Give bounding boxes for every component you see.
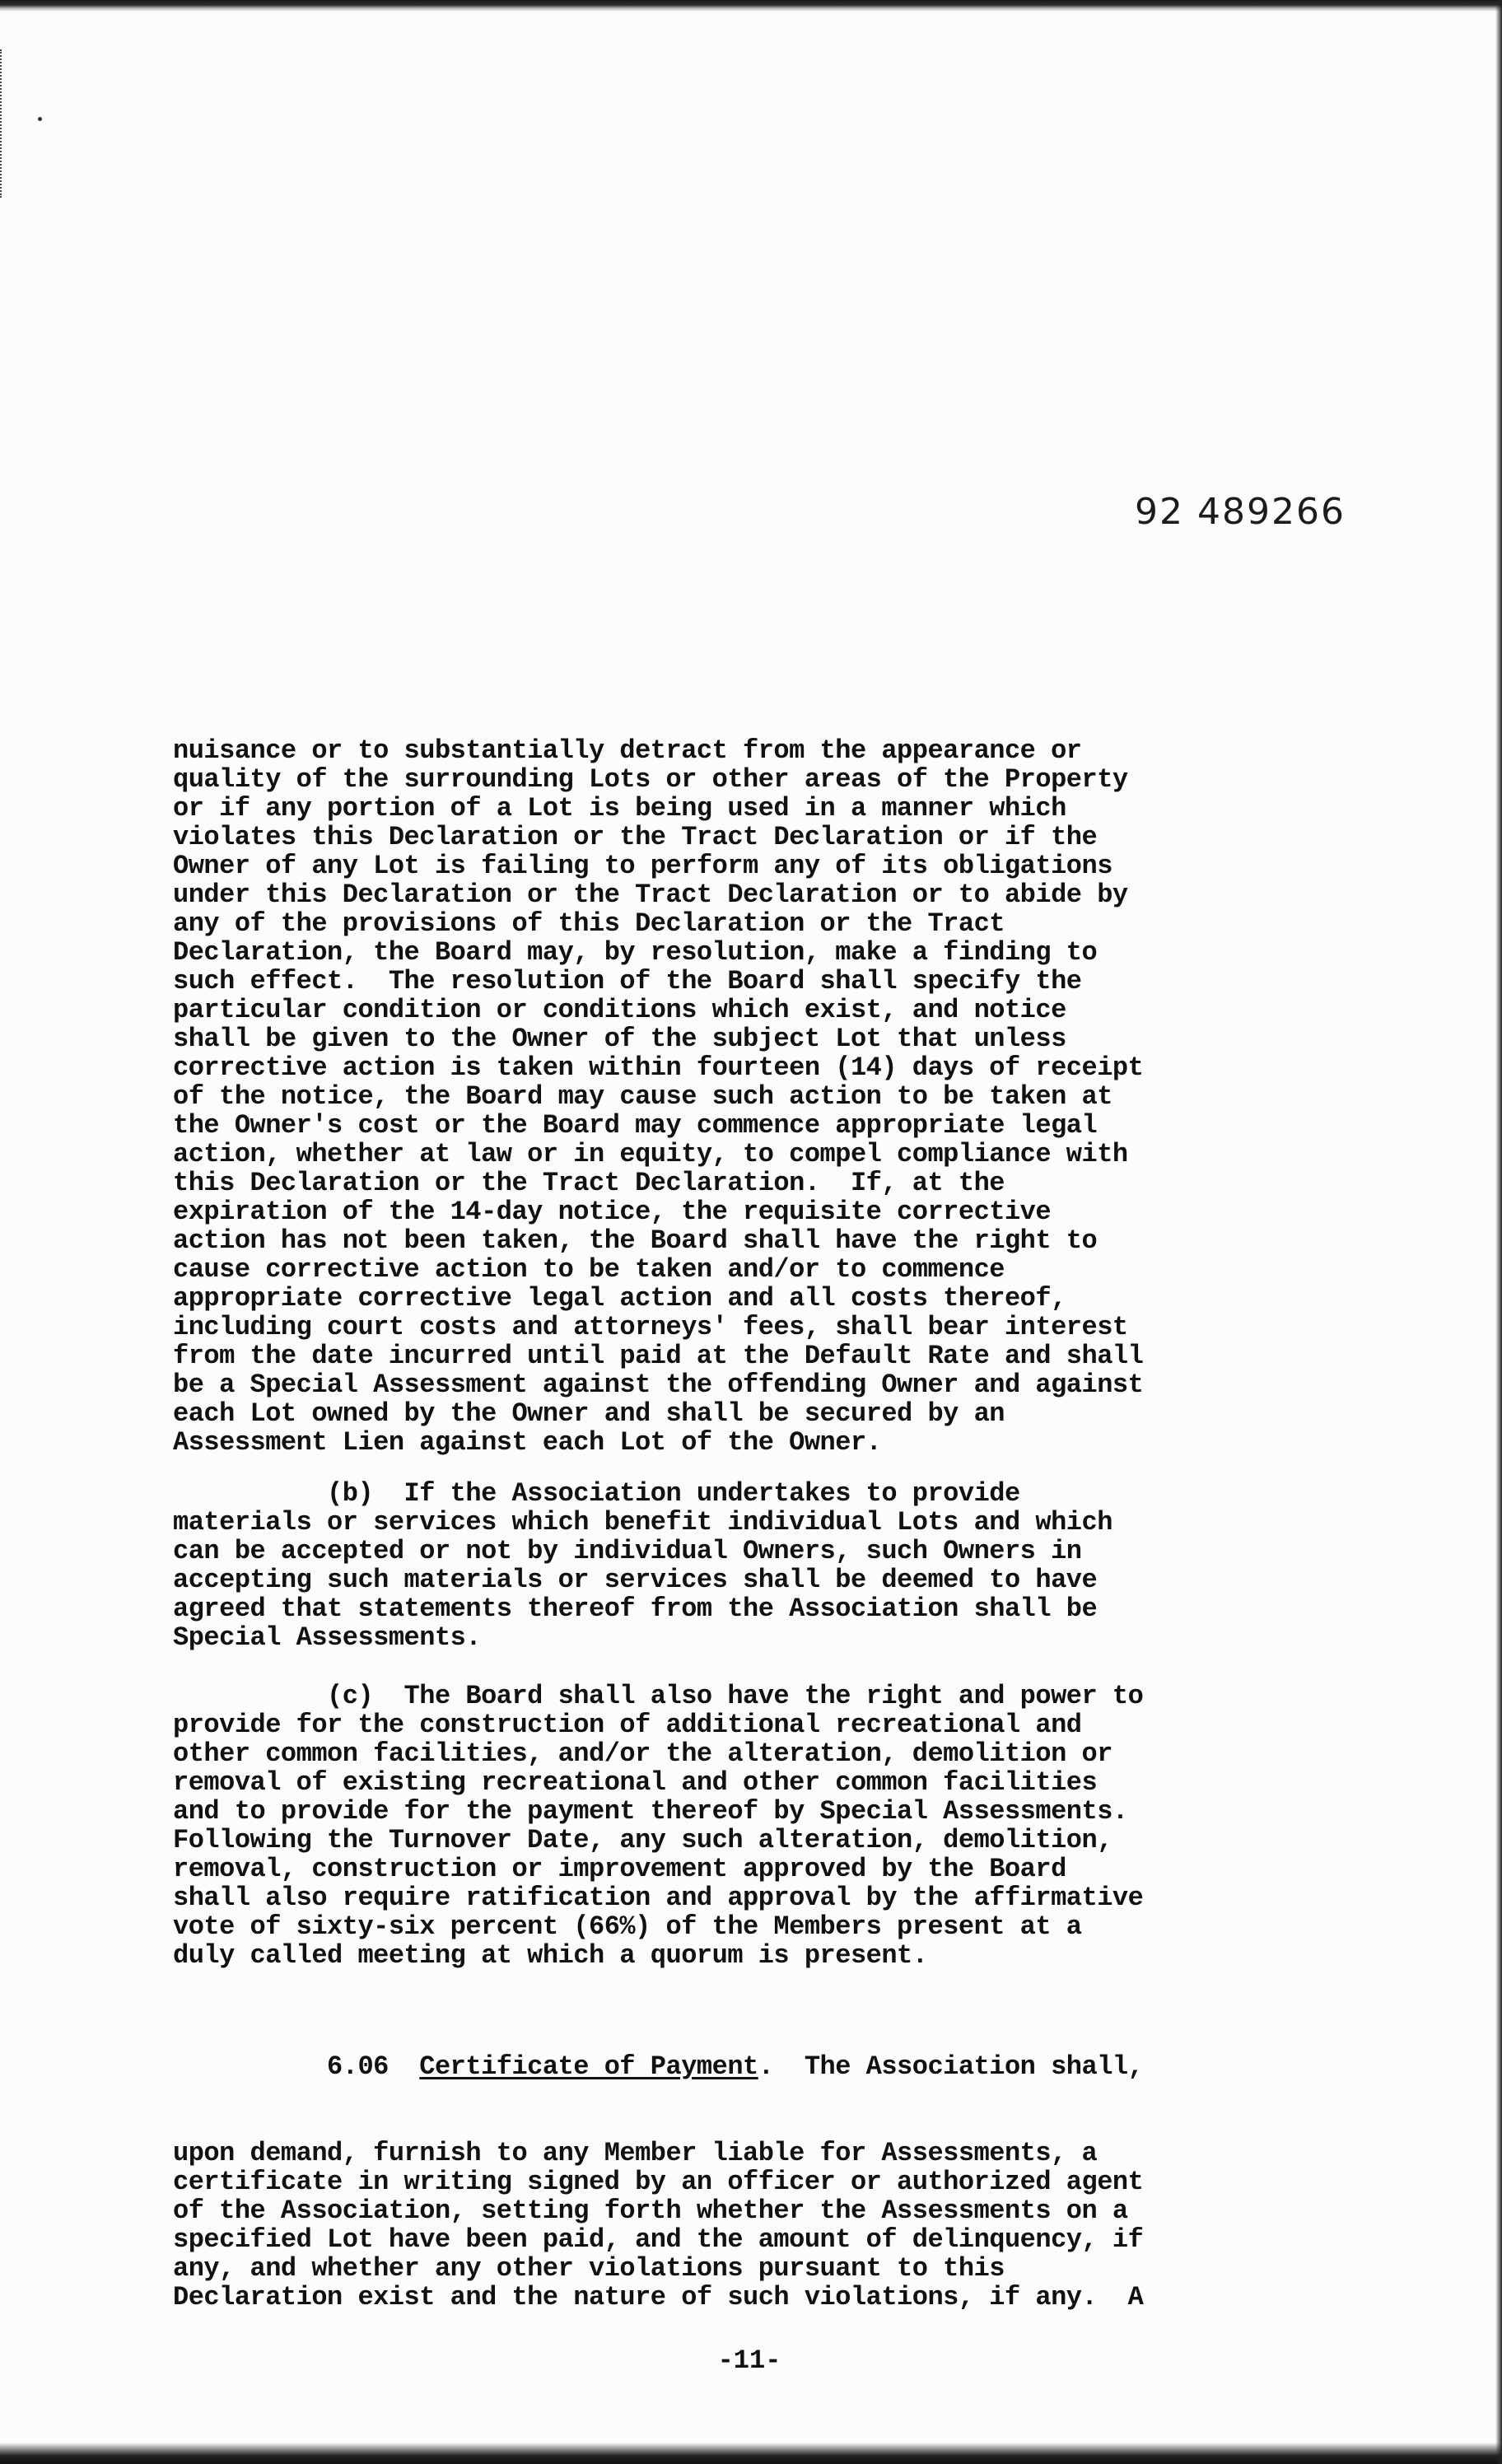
paragraph-continued-line: each Lot owned by the Owner and shall be secured by an (173, 1398, 1005, 1429)
scan-border-top (0, 0, 1502, 12)
paragraph-continued-line: Owner of any Lot is failing to perform any of its obligations (173, 851, 1113, 881)
paragraph-continued-line: cause corrective action to be taken and/or to commence (173, 1254, 1005, 1285)
page-number: -11- (717, 2345, 781, 2376)
section-6-06-line: specified Lot have been paid, and the amount of delinquency, if (173, 2224, 1144, 2255)
paragraph-c-line: shall also require ratification and approval by the affirmative (173, 1883, 1144, 1913)
paragraph-continued-line: quality of the surrounding Lots or other areas of the Property (173, 764, 1128, 795)
section-6-06-line: any, and whether any other violations pursuant to this (173, 2253, 1005, 2284)
paragraph-c-line: (c) The Board shall also have the right and power to (173, 1681, 1144, 1711)
section-heading: Certificate of Payment (419, 2051, 758, 2082)
paragraph-continued-line: Assessment Lien against each Lot of the Owner. (173, 1427, 882, 1458)
section-number: 6.06 (327, 2051, 389, 2082)
paragraph-continued-line: particular condition or conditions which exist, and notice (173, 995, 1066, 1025)
paragraph-continued-line: be a Special Assessment against the offending Owner and against (173, 1370, 1144, 1400)
paragraph-b-line: agreed that statements thereof from the Association shall be (173, 1594, 1098, 1624)
paragraph-continued-line: shall be given to the Owner of the subject Lot that unless (173, 1024, 1066, 1054)
scan-speck (38, 117, 42, 121)
paragraph-b-line: (b) If the Association undertakes to provide (173, 1478, 1020, 1509)
paragraph-continued-line: any of the provisions of this Declaration or the Tract (173, 908, 1005, 939)
paragraph-continued-line: action, whether at law or in equity, to compel compliance with (173, 1139, 1128, 1169)
section-6-06-first-line (173, 2052, 1309, 2081)
section-6-06 (173, 1995, 1309, 2369)
paragraph-continued-line: corrective action is taken within fourteen (14) days of receipt (173, 1052, 1144, 1083)
paragraph-c-line: other common facilities, and/or the alteration, demolition or (173, 1738, 1113, 1769)
paragraph-c-line: removal of existing recreational and other common facilities (173, 1767, 1098, 1798)
section-6-06-line: Declaration exist and the nature of such violations, if any. A (173, 2282, 1144, 2312)
paragraph-continued-line: including court costs and attorneys' fees, shall bear interest (173, 1312, 1128, 1342)
section-6-06-line: certificate in writing signed by an officer or authorized agent (173, 2167, 1144, 2197)
recording-number: 92 489266 (1135, 491, 1346, 533)
paragraph-b-line: materials or services which benefit individual Lots and which (173, 1507, 1113, 1538)
paragraph-continued-line: from the date incurred until paid at the Default Rate and shall (173, 1341, 1144, 1371)
paragraph-continued-line: under this Declaration or the Tract Declaration or to abide by (173, 880, 1128, 910)
paragraph-continued-line: appropriate corrective legal action and all costs thereof, (173, 1283, 1066, 1314)
scan-border-left (0, 49, 5, 198)
section-6-06-line: of the Association, setting forth whether the Assessments on a (173, 2196, 1128, 2226)
scan-border-right (1495, 0, 1502, 2464)
paragraph-c-line: Following the Turnover Date, any such alteration, demolition, (173, 1825, 1113, 1855)
paragraph-continued-line: nuisance or to substantially detract from the appearance or (173, 735, 1082, 766)
paragraph-b-line: accepting such materials or services shall be deemed to have (173, 1565, 1098, 1595)
paragraph-continued-line: violates this Declaration or the Tract Declaration or if the (173, 822, 1098, 852)
paragraph-b-line: Special Assessments. (173, 1622, 482, 1653)
section-6-06-line: upon demand, furnish to any Member liable for Assessments, a (173, 2138, 1098, 2168)
paragraph-b-line: can be accepted or not by individual Owners, such Owners in (173, 1536, 1082, 1566)
paragraph-b (173, 1479, 1309, 1652)
paragraph-continued-line: the Owner's cost or the Board may commence appropriate legal (173, 1110, 1098, 1141)
paragraph-continued-line: such effect. The resolution of the Board shall specify the (173, 966, 1082, 996)
paragraph-continued-line: or if any portion of a Lot is being used in a manner which (173, 793, 1066, 824)
paragraph-continued (173, 736, 1309, 1457)
paragraph-c (173, 1682, 1309, 1970)
paragraph-continued-line: action has not been taken, the Board shall have the right to (173, 1225, 1098, 1256)
paragraph-c-line: provide for the construction of additional recreational and (173, 1710, 1082, 1740)
paragraph-c-line: and to provide for the payment thereof by Special Assessments. (173, 1796, 1128, 1827)
section-first-line-rest: . The Association shall, (758, 2051, 1144, 2082)
paragraph-c-line: duly called meeting at which a quorum is present. (173, 1940, 928, 1971)
paragraph-c-line: vote of sixty-six percent (66%) of the Members present at a (173, 1911, 1082, 1942)
paragraph-continued-line: this Declaration or the Tract Declaration. If, at the (173, 1168, 1005, 1198)
paragraph-continued-line: of the notice, the Board may cause such action to be taken at (173, 1081, 1113, 1112)
paragraph-c-line: removal, construction or improvement approved by the Board (173, 1854, 1066, 1884)
paragraph-continued-line: Declaration, the Board may, by resolution, make a finding to (173, 937, 1098, 968)
section-6-06-body (173, 2139, 1309, 2312)
paragraph-continued-line: expiration of the 14-day notice, the requisite corrective (173, 1197, 1052, 1227)
scan-border-bottom (0, 2443, 1502, 2464)
